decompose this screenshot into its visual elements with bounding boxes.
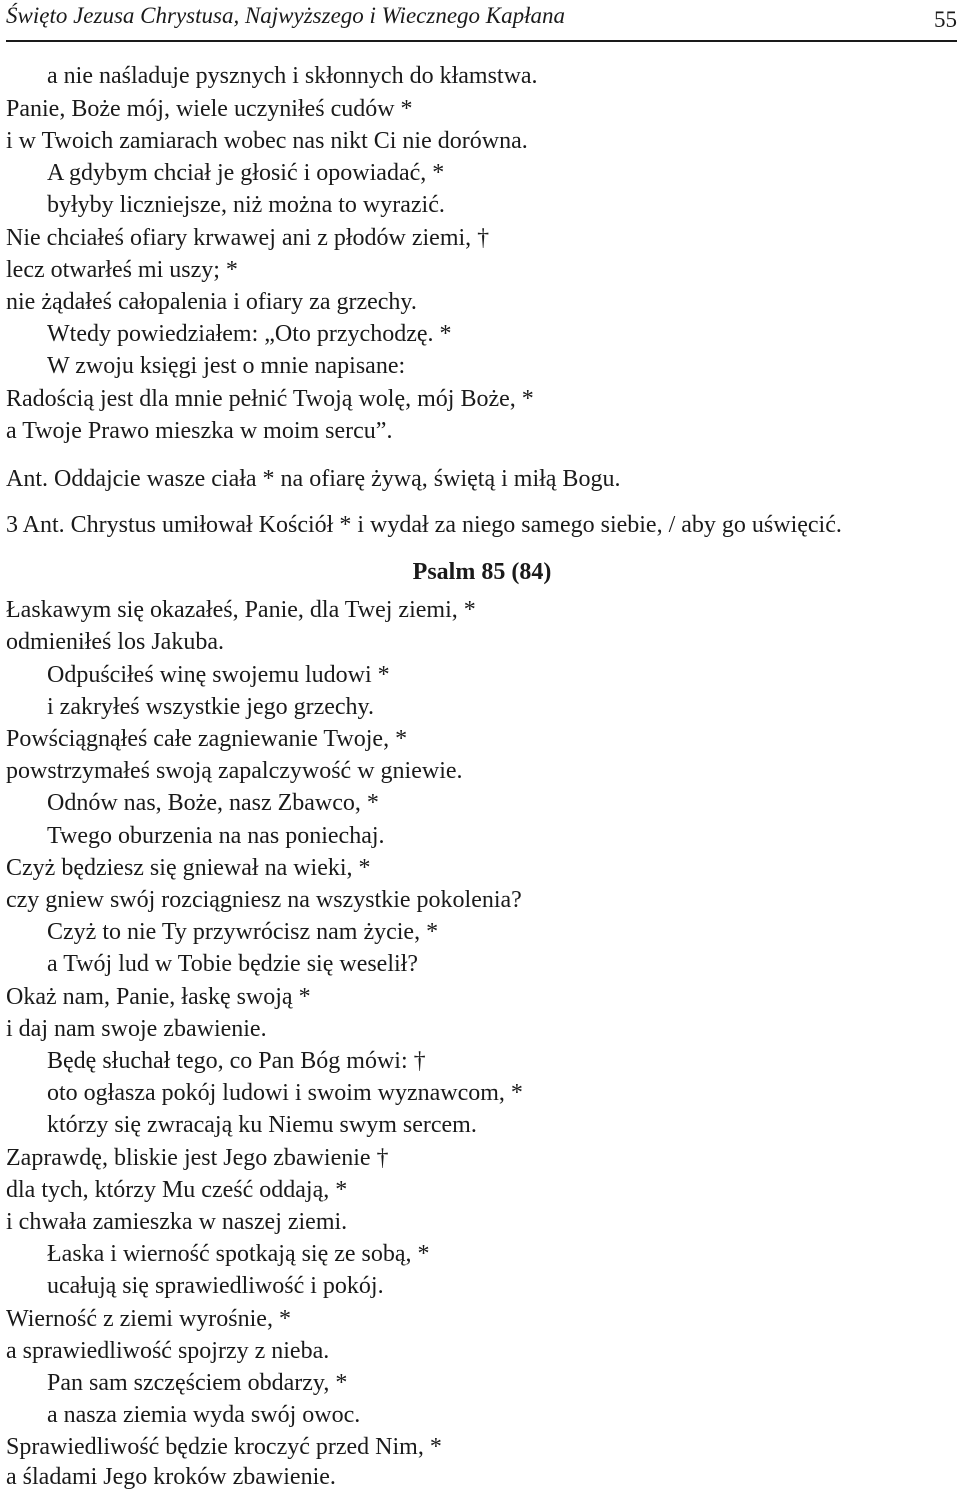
verse-line: Wierność z ziemi wyrośnie, * xyxy=(6,1306,291,1332)
verse-line: i chwała zamieszka w naszej ziemi. xyxy=(6,1209,348,1235)
verse-line: Odnów nas, Boże, nasz Zbawco, * xyxy=(47,790,379,816)
verse-line: Łaskawym się okazałeś, Panie, dla Twej ziemi, * xyxy=(6,597,476,623)
verse-line: i zakryłeś wszystkie jego grzechy. xyxy=(47,694,374,720)
verse-line: Wtedy powiedziałem: „Oto przychodzę. * xyxy=(47,321,452,347)
verse-line: a Twój lud w Tobie będzie się weselił? xyxy=(47,951,418,977)
verse-line: i w Twoich zamiarach wobec nas nikt Ci nie dorówna. xyxy=(6,128,528,154)
verse-line: powstrzymałeś swoją zapalczywość w gniewie. xyxy=(6,758,463,784)
verse-line: dla tych, którzy Mu cześć oddają, * xyxy=(6,1177,348,1203)
verse-line: Zaprawdę, bliskie jest Jego zbawienie † xyxy=(6,1145,389,1171)
verse-line: W zwoju księgi jest o mnie napisane: xyxy=(47,353,406,379)
verse-line: czy gniew swój rozciągniesz na wszystkie pokolenia? xyxy=(6,887,522,913)
header-title: Święto Jezusa Chrystusa, Najwyższego i Wiecznego Kapłana xyxy=(6,3,566,28)
verse-line: Czyż będziesz się gniewał na wieki, * xyxy=(6,855,371,881)
verse-line: lecz otwarłeś mi uszy; * xyxy=(6,257,238,283)
verse-line: Czyż to nie Ty przywrócisz nam życie, * xyxy=(47,919,439,945)
verse-line: nie żądałeś całopalenia i ofiary za grzechy. xyxy=(6,289,417,315)
verse-line: byłyby liczniejsze, niż można to wyrazić. xyxy=(47,192,445,218)
verse-line: odmieniłeś los Jakuba. xyxy=(6,629,224,655)
antiphon: Ant. Oddajcie wasze ciała * na ofiarę żywą, świętą i miłą Bogu. xyxy=(6,466,621,492)
verse-line: a nasza ziemia wyda swój owoc. xyxy=(47,1402,361,1428)
verse-line: Sprawiedliwość będzie kroczyć przed Nim, * xyxy=(6,1434,442,1460)
verse-line: którzy się zwracają ku Niemu swym sercem. xyxy=(47,1112,477,1138)
verse-line: Będę słuchał tego, co Pan Bóg mówi: † xyxy=(47,1048,426,1074)
psalm-title: Psalm 85 (84) xyxy=(412,559,552,585)
verse-line: ucałują się sprawiedliwość i pokój. xyxy=(47,1273,384,1299)
verse-line: Łaska i wierność spotkają się ze sobą, * xyxy=(47,1241,430,1267)
verse-line: Radością jest dla mnie pełnić Twoją wolę, mój Boże, * xyxy=(6,386,534,412)
verse-line: Nie chciałeś ofiary krwawej ani z płodów ziemi, † xyxy=(6,225,490,251)
verse-line: Pan sam szczęściem obdarzy, * xyxy=(47,1370,348,1396)
verse-line: A gdybym chciał je głosić i opowiadać, * xyxy=(47,160,445,186)
verse-line: Powściągnąłeś całe zagniewanie Twoje, * xyxy=(6,726,408,752)
verse-line: a sprawiedliwość spojrzy z nieba. xyxy=(6,1338,330,1364)
verse-line: Okaż nam, Panie, łaskę swoją * xyxy=(6,984,311,1010)
page-number: 55 xyxy=(934,7,957,32)
verse-line: Odpuściłeś winę swojemu ludowi * xyxy=(47,662,390,688)
verse-line: oto ogłasza pokój ludowi i swoim wyznawcom, * xyxy=(47,1080,523,1106)
verse-line: Panie, Boże mój, wiele uczyniłeś cudów * xyxy=(6,96,413,122)
verse-line: a śladami Jego kroków zbawienie. xyxy=(6,1464,336,1490)
verse-line: i daj nam swoje zbawienie. xyxy=(6,1016,267,1042)
antiphon: 3 Ant. Chrystus umiłował Kościół * i wydał za niego samego siebie, / aby go uświęcić. xyxy=(6,512,842,538)
verse-line: a Twoje Prawo mieszka w moim sercu”. xyxy=(6,418,393,444)
verse-line: a nie naśladuje pysznych i skłonnych do kłamstwa. xyxy=(47,63,538,89)
verse-line: Twego oburzenia na nas poniechaj. xyxy=(47,823,385,849)
